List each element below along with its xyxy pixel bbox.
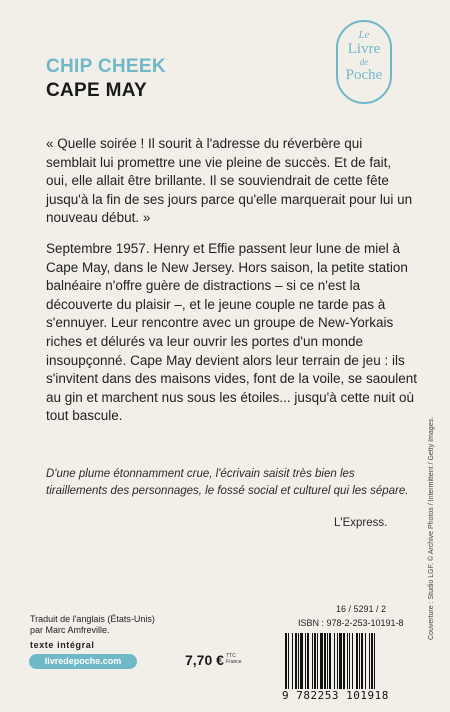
barcode-bar [343, 633, 345, 689]
barcode-bar [295, 633, 297, 689]
barcode-bar [324, 633, 326, 689]
barcode [285, 633, 403, 693]
barcode-bar [334, 633, 335, 689]
barcode-bar [285, 633, 287, 689]
logo-line-poche: Poche [345, 67, 383, 83]
barcode-bar [288, 633, 289, 689]
logo-line-livre: Livre [347, 41, 381, 57]
excerpt-quote: « Quelle soirée ! Il sourit à l'adresse du réverbère qui semblait lui promettre une vie pleine de succès. Et de fait, oui, elle allait être brillante. Il se souviendrait de cette fête jusqu'à la fin de ses jours parce qu'elle marquerait pour lui un nouveau début. » [46, 136, 413, 226]
book-title: CAPE MAY [46, 80, 147, 101]
price: 7,70 € [185, 652, 224, 668]
barcode-bar [305, 633, 306, 689]
text-integral-label: texte intégral [30, 640, 95, 650]
barcode-bar [292, 633, 293, 689]
price-note-ttc: TTC [226, 653, 236, 659]
website-badge[interactable]: livredepoche.com [29, 654, 137, 669]
barcode-bar [329, 633, 331, 689]
barcode-bar [337, 633, 338, 689]
press-review: D'une plume étonnamment crue, l'écrivain saisit très bien les tiraillements des personnages, le fossé social et culturel qui les sépare. [46, 468, 409, 497]
barcode-bar [298, 633, 299, 689]
barcode-bar [359, 633, 360, 689]
barcode-bar [320, 633, 323, 689]
catalog-code: 16 / 5291 / 2 [336, 604, 387, 614]
publisher-logo [336, 20, 392, 104]
price-note [226, 653, 242, 665]
barcode-bar [371, 633, 373, 689]
translator-credit [30, 614, 155, 636]
press-review-source: L'Express. [334, 517, 388, 529]
barcode-bar [374, 633, 375, 689]
barcode-bar [327, 633, 328, 689]
barcode-bar [312, 633, 313, 689]
barcode-bar [369, 633, 370, 689]
cover-credit: Couverture : Studio LGF. © Archive Photos / Intermittent / Getty Images. [428, 416, 435, 640]
barcode-bar [349, 633, 350, 689]
translator-line-1: Traduit de l'anglais (États-Unis) [30, 614, 155, 624]
barcode-bar [352, 633, 353, 689]
barcode-bar [317, 633, 318, 689]
barcode-digits: 9 782253 101918 [282, 689, 389, 702]
barcode-bar [347, 633, 348, 689]
isbn: ISBN : 978-2-253-10191-8 [298, 618, 404, 628]
barcode-bar [356, 633, 358, 689]
barcode-bar [361, 633, 363, 689]
logo-line-de: de [359, 57, 369, 67]
barcode-bar [307, 633, 309, 689]
barcode-bar [314, 633, 316, 689]
logo-line-le: Le [358, 29, 370, 41]
price-note-france: France [226, 659, 242, 665]
barcode-bar [339, 633, 342, 689]
book-summary: Septembre 1957. Henry et Effie passent leur lune de miel à Cape May, dans le New Jersey. Hors saison, la petite station balnéaire n'offre guère de distractions – si ce n'est la découverte du plaisir –, et le jeune couple ne tarde pas à s'ennuyer. Leur rencontre avec un groupe de New-Yorkais riches et délurés va leur ouvrir les portes d'un monde insoupçonné. Cape May devient alors leur terrain de jeu : ils s'invitent dans des maisons vides, font de la voile, se saoulent au gin et marchent nus sous les étoiles... jusqu'à cette nuit où tout bascule. [46, 241, 418, 424]
barcode-bar [365, 633, 366, 689]
barcode-bar [300, 633, 303, 689]
translator-line-2: par Marc Amfreville. [30, 625, 110, 635]
author-name: CHIP CHEEK [46, 56, 166, 77]
